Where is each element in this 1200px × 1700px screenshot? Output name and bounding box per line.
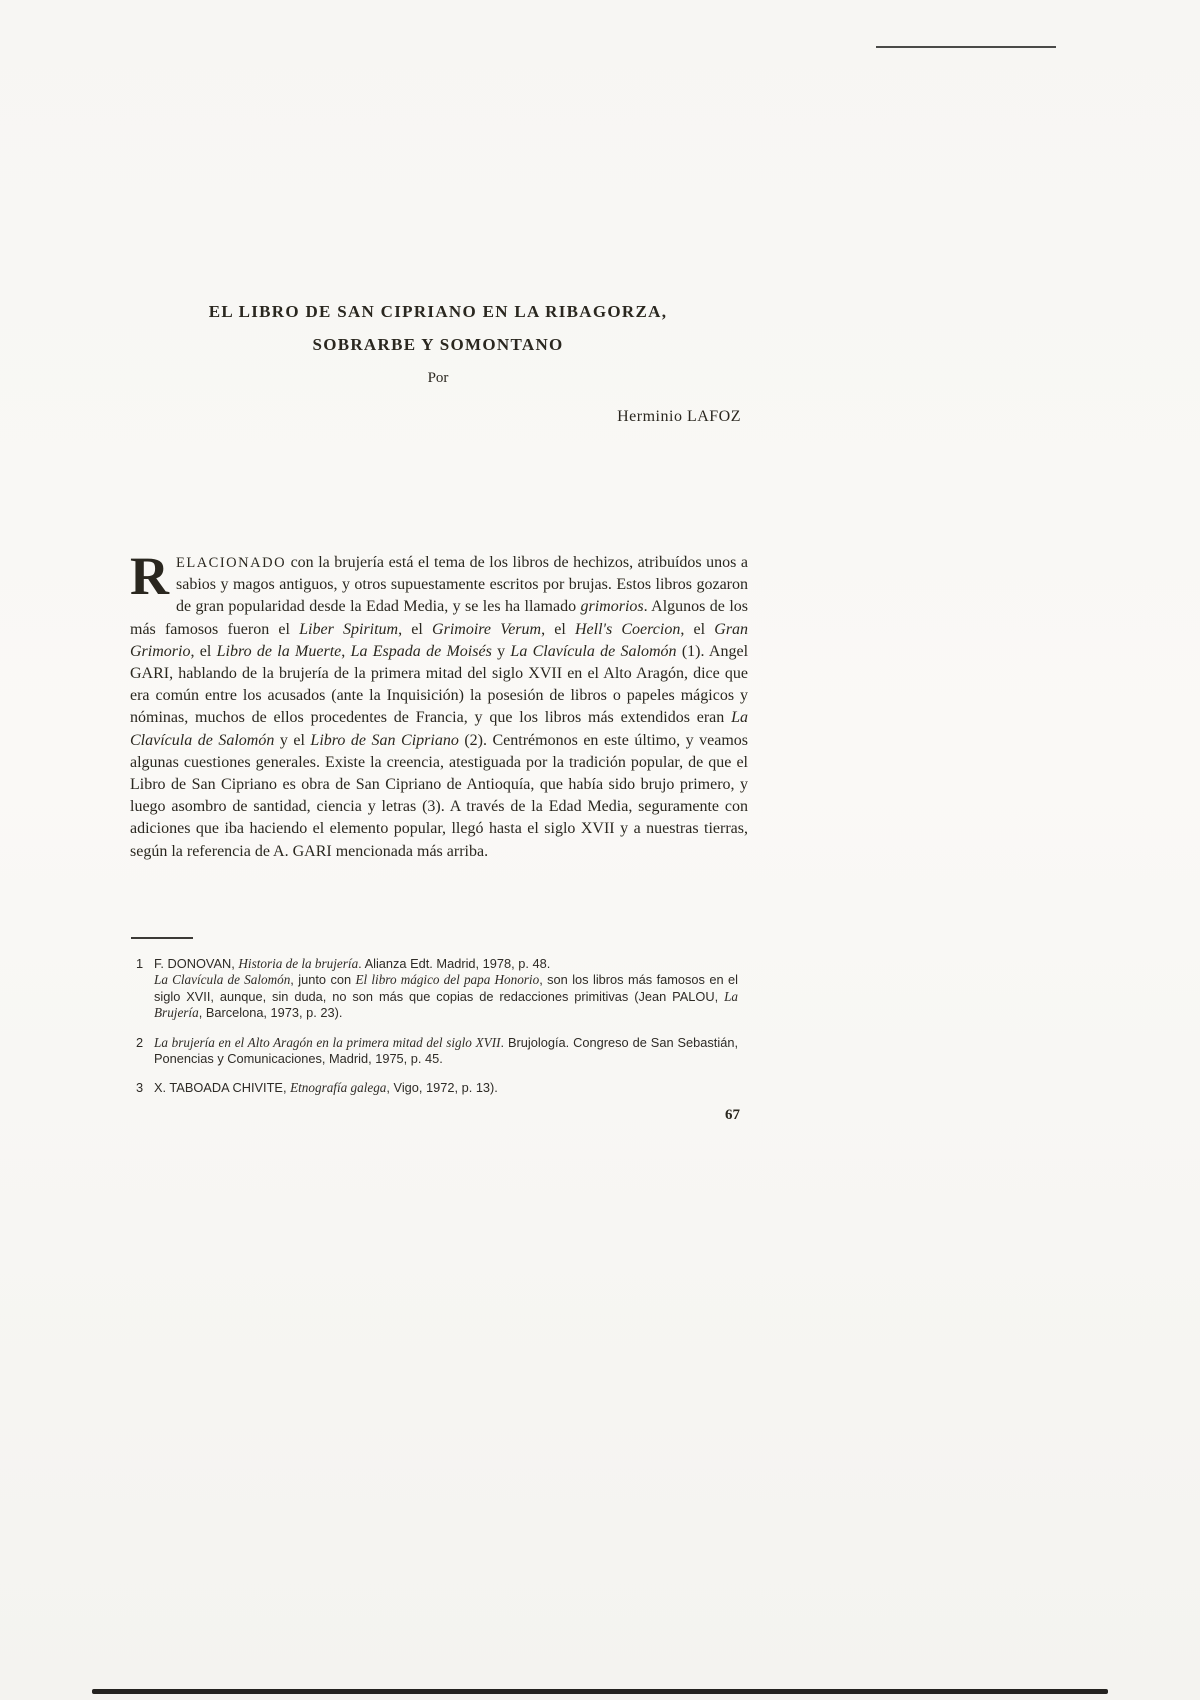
footnote-1-text-continued: La Clavícula de Salomón, junto con El libro mágico del papa Honorio, son los libros más famosos en el siglo XVII, aunque, sin duda, no son más que copias de redacciones primitivas (Jean PALOU, La Brujería, Barcelona, 1973, p. 23). [154, 972, 738, 1021]
article-title-line-1: EL LIBRO DE SAN CIPRIANO EN LA RIBAGORZA, [208, 302, 668, 321]
footnotes-section [136, 956, 738, 1110]
footnote-2-body [154, 1035, 738, 1068]
footnote-1-text: F. DONOVAN, Historia de la brujería. Alianza Edt. Madrid, 1978, p. 48. [154, 956, 551, 971]
footnote-1-number: 1 [136, 956, 144, 971]
footnote-1 [136, 956, 738, 1022]
footnote-3-number: 3 [136, 1080, 144, 1096]
top-right-rule [876, 46, 1056, 48]
body-paragraph: ELACIONADO con la brujería está el tema de los libros de hechizos, atribuídos unos a sabios y magos antiguos, y otros supuestamente escritos por brujas. Estos libros gozaron de gran popularidad desde la Edad Media, y se les ha llamado grimorios. Algunos de los más famosos fueron el Liber Spiritum, el Grimoire Verum, el Hell's Coercion, el Gran Grimorio, el Libro de la Muerte, La Espada de Moisés y La Clavícula de Salomón (1). Angel GARI, hablando de la brujería de la primera mitad del siglo XVII en el Alto Aragón, dice que era común entre los acusados (ante la Inquisición) la posesión de libros o papeles mágicos y nóminas, muchos de ellos procedentes de Francia, y que los libros más extendidos eran La Clavícula de Salomón y el Libro de San Cipriano (2). Centrémonos en este último, y veamos algunas cuestiones generales. Existe la creencia, atestiguada por la tradición popular, de que el Libro de San Cipriano es obra de San Cipriano de Antioquía, que había sido brujo primero, y luego asombro de santidad, ciencia y letras (3). A través de la Edad Media, seguramente con adiciones que iba haciendo el elemento popular, llegó hasta el siglo XVII y a nuestras tierras, según la referencia de A. GARI mencionada más arriba. [130, 554, 749, 860]
bottom-edge-rule [92, 1689, 1108, 1694]
footnote-3-text: X. TABOADA CHIVITE, Etnografía galega, Vigo, 1972, p. 13). [154, 1080, 498, 1096]
article-body [130, 546, 749, 863]
dropcap-letter: R [130, 546, 169, 606]
footnote-2 [136, 1035, 738, 1068]
footnote-2-text: La brujería en el Alto Aragón en la primera mitad del siglo XVII. Brujología. Congreso de San Sebastián, Ponencias y Comunicaciones, Madrid, 1975, p. 45. [154, 1034, 738, 1067]
page-number: 67 [725, 1107, 740, 1123]
footnote-1-body [154, 956, 738, 1022]
author-name: Herminio LAFOZ [617, 408, 741, 425]
footnote-2-number: 2 [136, 1034, 144, 1050]
article-title-line-2: SOBRARBE Y SOMONTANO [312, 335, 564, 354]
article-header [130, 295, 746, 387]
footnote-3 [136, 1080, 738, 1096]
footnote-separator-rule [131, 937, 193, 939]
footnote-3-body [154, 1080, 738, 1096]
byline-prefix: Por [427, 370, 449, 386]
